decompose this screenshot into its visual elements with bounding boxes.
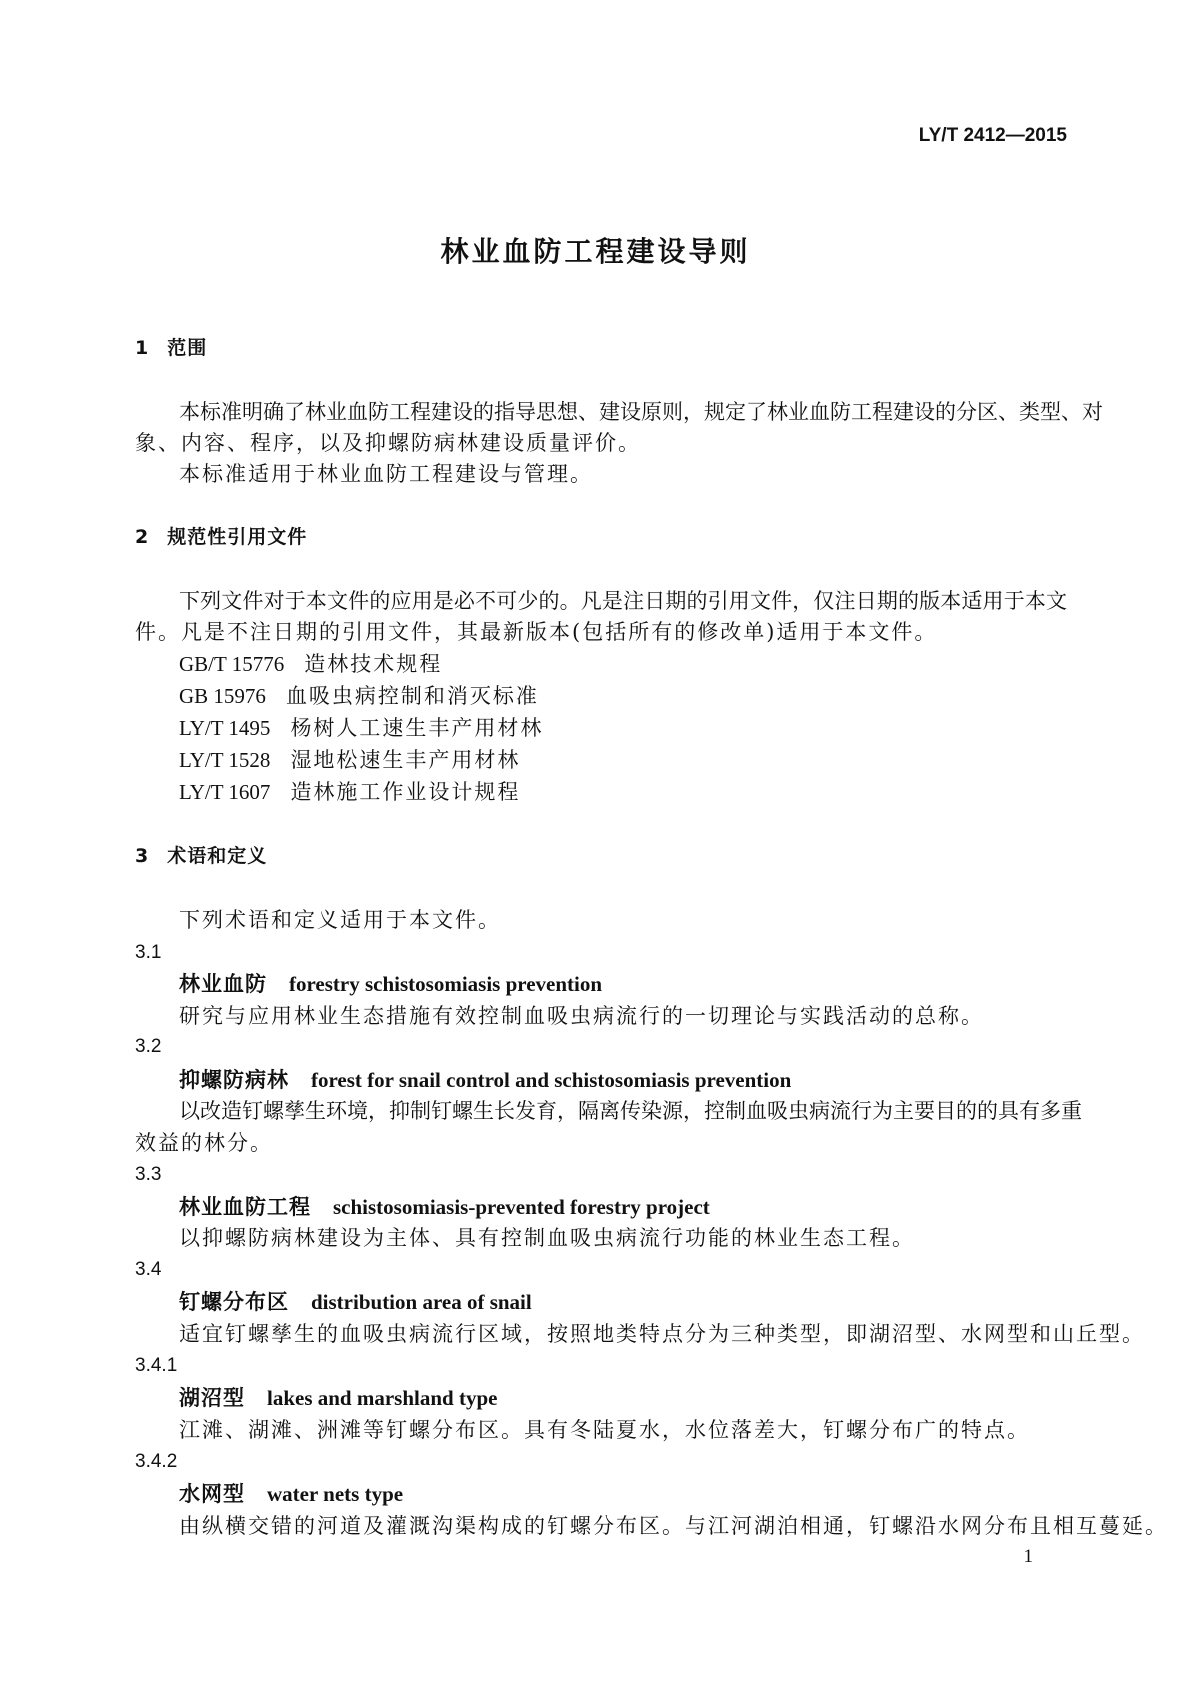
reference-item <box>179 712 1067 744</box>
term-en: distribution area of snail <box>311 1290 532 1314</box>
reference-title: 湿地松速生丰产用材林 <box>290 748 521 772</box>
term-en: water nets type <box>267 1482 404 1506</box>
reference-code: GB/T 15776 <box>179 652 285 676</box>
page-number: 1 <box>1023 1546 1033 1567</box>
paragraph: 本标准适用于林业血防工程建设与管理。 <box>179 462 593 486</box>
term-definition: 江滩、湖滩、洲滩等钉螺分布区。具有冬陆夏水，水位落差大，钉螺分布广的特点。 <box>179 1418 1030 1442</box>
reference-item <box>179 648 1067 680</box>
term-number: 3.2 <box>135 1036 162 1057</box>
paragraph-line: 本标准明确了林业血防工程建设的指导思想、建设原则，规定了林业血防工程建设的分区、类型、对 <box>179 400 1103 424</box>
term-en: forest for snail control and schistosomiasis prevention <box>311 1068 792 1092</box>
paragraph: 下列术语和定义适用于本文件。 <box>179 908 501 932</box>
section-number: 2 <box>135 526 150 548</box>
reference-code: LY/T 1495 <box>179 716 271 740</box>
term-definition: 由纵横交错的河道及灌溉沟渠构成的钉螺分布区。与江河湖泊相通，钉螺沿水网分布且相互蔓延。 <box>179 1514 1168 1538</box>
section-title: 术语和定义 <box>167 845 268 867</box>
reference-title: 血吸虫病控制和消灭标准 <box>285 684 539 708</box>
section-2-heading <box>135 521 1067 553</box>
reference-item <box>179 744 1067 776</box>
reference-item <box>179 680 1067 712</box>
reference-title: 杨树人工速生丰产用材林 <box>290 716 544 740</box>
paragraph-line: 象、内容、程序，以及抑螺防病林建设质量评价。 <box>135 431 641 455</box>
term-number: 3.4.1 <box>135 1355 178 1376</box>
term-zh: 湖沼型 <box>179 1385 245 1410</box>
term-number: 3.3 <box>135 1164 162 1185</box>
section-number: 1 <box>135 337 150 359</box>
term-heading <box>179 1191 1067 1223</box>
term-number: 3.1 <box>135 942 162 963</box>
term-en: lakes and marshland type <box>267 1386 498 1410</box>
term-heading <box>179 968 1067 1000</box>
section-title: 规范性引用文件 <box>167 526 308 548</box>
term-heading <box>179 1064 1067 1096</box>
term-zh: 林业血防工程 <box>179 1194 311 1219</box>
term-zh: 钉螺分布区 <box>179 1289 289 1314</box>
section-1-heading <box>135 332 1067 364</box>
term-number: 3.4 <box>135 1259 162 1280</box>
term-heading <box>179 1286 1067 1318</box>
term-zh: 林业血防 <box>179 971 267 996</box>
term-heading <box>179 1382 1067 1414</box>
term-definition-line: 以改造钉螺孳生环境，抑制钉螺生长发育，隔离传染源，控制血吸虫病流行为主要目的的具有多重 <box>179 1099 1082 1123</box>
section-number: 3 <box>135 845 150 867</box>
term-en: schistosomiasis-prevented forestry project <box>333 1195 710 1219</box>
standard-number: LY/T 2412—2015 <box>918 125 1067 146</box>
term-zh: 抑螺防病林 <box>179 1067 289 1092</box>
reference-code: LY/T 1528 <box>179 748 271 772</box>
term-number: 3.4.2 <box>135 1451 178 1472</box>
term-definition: 适宜钉螺孳生的血吸虫病流行区域，按照地类特点分为三种类型，即湖沼型、水网型和山丘型。 <box>179 1322 1145 1346</box>
term-en: forestry schistosomiasis prevention <box>289 972 603 996</box>
paragraph-line: 下列文件对于本文件的应用是必不可少的。凡是注日期的引用文件，仅注日期的版本适用于本文 <box>179 589 1067 613</box>
reference-code: LY/T 1607 <box>179 780 271 804</box>
term-definition: 研究与应用林业生态措施有效控制血吸虫病流行的一切理论与实践活动的总称。 <box>179 1004 984 1028</box>
term-definition-line: 效益的林分。 <box>135 1131 273 1155</box>
term-heading <box>179 1478 1067 1510</box>
reference-title: 造林施工作业设计规程 <box>290 780 521 804</box>
section-3-heading <box>135 840 1067 872</box>
reference-title: 造林技术规程 <box>304 652 443 676</box>
paragraph-line: 件。凡是不注日期的引用文件，其最新版本(包括所有的修改单)适用于本文件。 <box>135 620 938 644</box>
document-title: 林业血防工程建设导则 <box>440 235 751 268</box>
reference-item <box>179 776 1067 808</box>
section-title: 范围 <box>167 337 208 359</box>
reference-code: GB 15976 <box>179 684 266 708</box>
term-definition: 以抑螺防病林建设为主体、具有控制血吸虫病流行功能的林业生态工程。 <box>179 1226 915 1250</box>
term-zh: 水网型 <box>179 1481 245 1506</box>
